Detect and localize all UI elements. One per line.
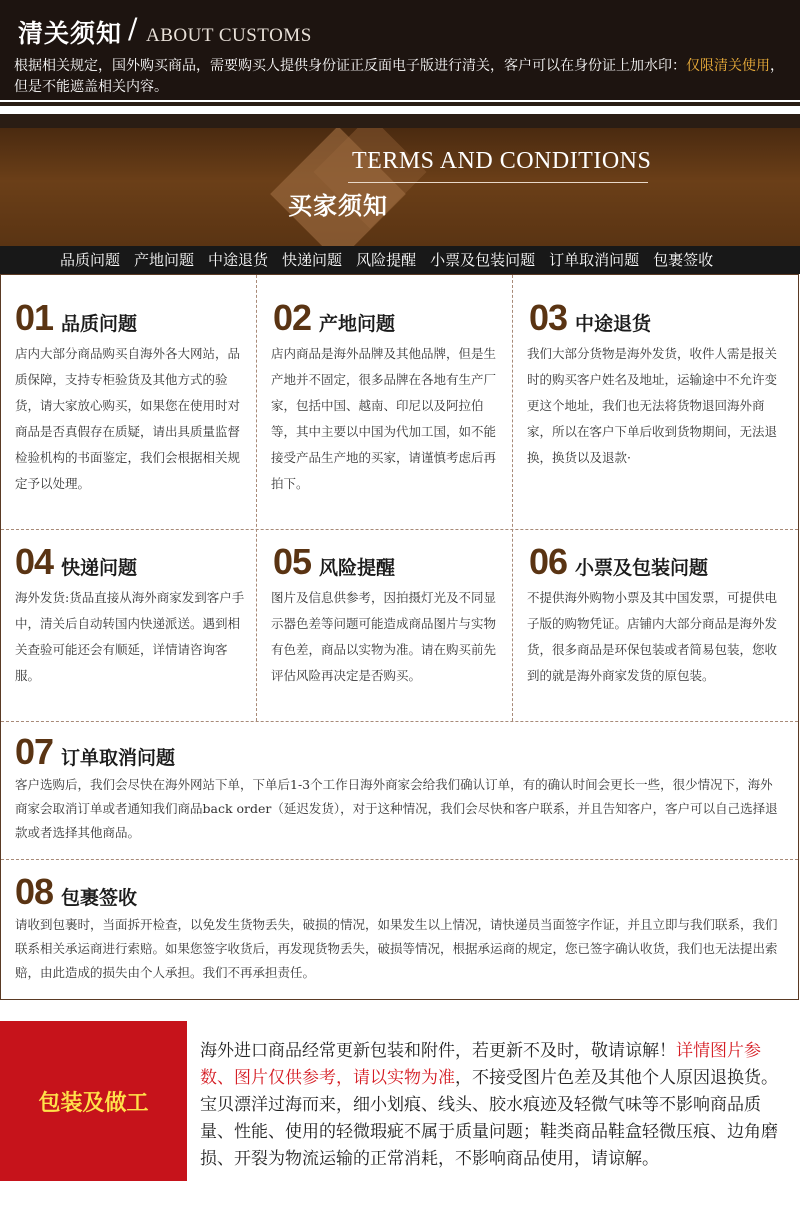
section-number: 05 xyxy=(273,541,312,582)
terms-title-en: TERMS AND CONDITIONS xyxy=(352,148,652,174)
section-origin-body: 店内商品是海外品牌及其他品牌，但是生产地并不固定，很多品牌在各地有生产厂家，包括中国、越南、印尼以及阿拉伯等，其中主要以中国为代加工国，如不能接受产品生产地的买家，请谨慎考虑后再拍下。 xyxy=(271,346,497,491)
section-number: 08 xyxy=(15,871,54,912)
customs-body-highlight: 仅限清关使用 xyxy=(686,58,770,74)
section-shipping-body: 海外发货:货品直接从海外商家发到客户手中，清关后自动转国内快递派送。遇到相关查验可能还会有顺延，详情请咨询客服。 xyxy=(15,590,245,683)
nav-item-risk[interactable]: 风险提醒 xyxy=(356,251,417,269)
grid-divider xyxy=(512,275,513,721)
section-origin-header xyxy=(273,297,395,339)
terms-underline xyxy=(348,182,648,183)
packaging-label-box xyxy=(0,1021,187,1181)
grid-divider xyxy=(1,721,798,722)
section-cancel-body: 客户选购后，我们会尽快在海外网站下单，下单后1-3个工作日海外商家会给我们确认订单，有的确认时间会更长一些，很少情况下，海外商家会取消订单或者通知我们商品back order（延迟发货），对于这种情况，我们会尽快和客户联系，并且告知客户，客户可以自己选择退款或者选择其他商品。 xyxy=(15,777,778,840)
terms-title-cn: 买家须知 xyxy=(288,192,388,220)
section-nav xyxy=(0,246,800,274)
customs-slash: / xyxy=(128,12,138,45)
terms-banner xyxy=(0,128,800,246)
nav-item-origin[interactable]: 产地问题 xyxy=(134,251,195,269)
nav-item-cancel[interactable]: 订单取消问题 xyxy=(549,251,640,269)
section-title: 中途退货 xyxy=(575,313,652,335)
nav-item-quality[interactable]: 品质问题 xyxy=(60,251,121,269)
section-number: 03 xyxy=(529,297,568,338)
section-number: 02 xyxy=(273,297,312,338)
section-number: 01 xyxy=(15,297,54,338)
divider xyxy=(0,114,800,128)
nav-item-shipping[interactable]: 快递问题 xyxy=(282,251,343,269)
section-quality-body: 店内大部分商品购买自海外各大网站，品质保障，支持专柜验货及其他方式的验货，请大家放心购买，如果您在使用时对商品是否真假存在质疑，请出具质量监督检验机构的书面鉴定，我们会根据相关规定予以处理。 xyxy=(15,346,241,491)
customs-body-text-2: ，但是不能遮盖相关内容。 xyxy=(14,58,784,95)
section-title: 产地问题 xyxy=(319,313,396,335)
grid-divider xyxy=(1,529,798,530)
nav-item-return[interactable]: 中途退货 xyxy=(208,251,269,269)
section-title: 包裹签收 xyxy=(61,887,138,909)
section-number: 04 xyxy=(15,541,54,582)
section-shipping-header xyxy=(15,541,137,583)
section-quality-header xyxy=(15,297,137,339)
nav-item-delivery[interactable]: 包裹签收 xyxy=(653,251,714,269)
section-cancel-header xyxy=(15,731,175,773)
nav-item-receipt[interactable]: 小票及包装问题 xyxy=(430,251,536,269)
nav-list xyxy=(60,250,713,270)
section-receipt-header xyxy=(529,541,708,583)
section-risk-body: 图片及信息供参考，因拍摄灯光及不同显示器色差等问题可能造成商品图片与实物有色差，商品以实物为准。请在购买前先评估风险再决定是否购买。 xyxy=(271,590,497,683)
terms-sections xyxy=(0,274,799,1000)
customs-body-text-1: 根据相关规定，国外购买商品，需要购买人提供身份证正反面电子版进行清关，客户可以在身份证上加水印： xyxy=(14,58,686,74)
customs-body xyxy=(14,56,792,98)
customs-subtitle: ABOUT CUSTOMS xyxy=(146,25,312,46)
customs-title: 清关须知 xyxy=(18,19,123,48)
packaging-text-2: ，不接受图片色差及其他个人原因退换货。宝贝漂洋过海而来，细小划痕、线头、胶水痕迹及轻微气味等不影响商品质量、性能、使用的轻微瑕疵不属于质量问题；鞋类商品鞋盒轻微压痕、边角磨损、开裂为物流运输的正常消耗，不影响商品使用，请谅解。 xyxy=(200,1068,778,1169)
section-delivery-body: 请收到包裹时，当面拆开检查，以免发生货物丢失，破损的情况，如果发生以上情况，请快递员当面签字作证，并且立即与我们联系，我们联系相关承运商进行索赔。如果您签字收货后，再发现货物丢失，破损等情况，根据承运商的规定，您已签字确认收货，我们也无法提出索赔，由此造成的损失由个人承担。我们不再承担责任。 xyxy=(15,917,778,980)
section-title: 小票及包装问题 xyxy=(575,557,709,579)
section-number: 07 xyxy=(15,731,54,772)
section-delivery-header xyxy=(15,871,137,913)
section-receipt-body: 不提供海外购物小票及其中国发票，可提供电子版的购物凭证。店铺内大部分商品是海外发货，很多商品是环保包装或者简易包装，您收到的就是海外商家发货的原包装。 xyxy=(527,590,778,683)
grid-divider xyxy=(256,275,257,721)
packaging-text-red: 详情图片参数、图片仅供参考，请以实物为准 xyxy=(200,1041,761,1088)
section-title: 快递问题 xyxy=(61,557,138,579)
section-number: 06 xyxy=(529,541,568,582)
grid-divider xyxy=(1,859,798,860)
packaging-notice xyxy=(200,1038,790,1173)
section-title: 品质问题 xyxy=(61,313,138,335)
section-risk-header xyxy=(273,541,395,583)
section-title: 订单取消问题 xyxy=(61,747,176,769)
section-title: 风险提醒 xyxy=(319,557,396,579)
section-return-body: 我们大部分货物是海外发货，收件人需是报关时的购买客户姓名及地址，运输途中不允许变更这个地址，我们也无法将货物退回海外商家，所以在客户下单后收到货物期间，无法退换，换货以及退款· xyxy=(527,346,778,465)
packaging-label: 包装及做工 xyxy=(38,1090,149,1116)
section-return-header xyxy=(529,297,651,339)
divider-gap xyxy=(0,106,800,114)
packaging-text-1: 海外进口商品经常更新包装和附件，若更新不及时，敬请谅解！ xyxy=(200,1041,676,1061)
